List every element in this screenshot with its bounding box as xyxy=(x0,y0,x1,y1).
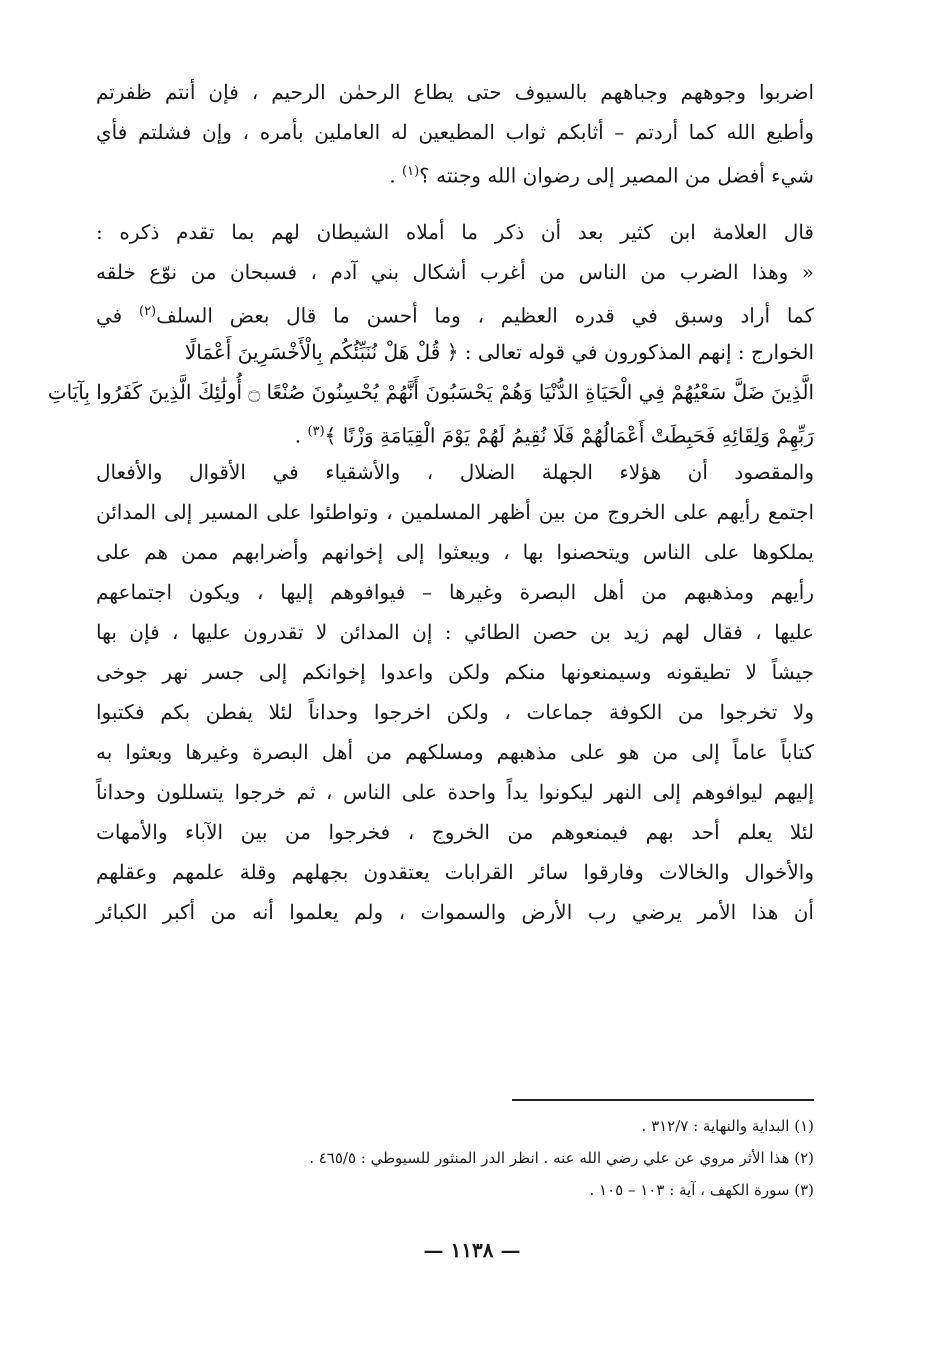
text-line-1: اضربوا وجوههم وجباههم بالسيوف حتى يطاع الرحمٰن الرحيم ، فإن أنتم ظفرتم xyxy=(96,80,814,104)
text-line-2: وأطيع الله كما أردتم – أثابكم ثواب المطيعين له العاملين بأمره ، وإن فشلتم فأي xyxy=(96,120,814,144)
quran-verse-line-2: الَّذِينَ ضَلَّ سَعْيُهُمْ فِي الْحَيَاةِ الدُّنْيَا وَهُمْ يَحْسَبُونَ أَنَّهُمْ يُحْسِنُونَ صُنْعًا ۝ أُولَٰئِكَ الَّذِينَ كَفَرُوا بِآيَاتِ xyxy=(47,380,814,404)
text-line-12: عليها ، فقال لهم زيد بن حصن الطائي : إن المدائن لا تقدرون عليها ، فإن بها xyxy=(96,620,814,644)
text-line-8: والمقصود أن هؤلاء الجهلة الضلال ، والأشقياء في الأقوال والأفعال xyxy=(96,460,814,484)
quran-verse-line-3-wrap xyxy=(96,412,814,452)
footnote-3 xyxy=(96,1174,814,1206)
text-line-10: يملكوها على الناس ويتحصنوا بها ، ويبعثوا إلى إخوانهم وأضرابهم ممن هم على xyxy=(96,540,814,564)
quran-close-bracket: ﴾ xyxy=(324,423,337,448)
quran-open-bracket: ﴿ xyxy=(446,340,459,364)
footnotes xyxy=(96,1110,814,1206)
footnote-1-number: (١) xyxy=(794,1117,814,1135)
text-line-11: رأيهم ومذهبهم من أهل البصرة وغيرها – فيوافوهم إليها ، ويكون اجتماعهم xyxy=(96,580,814,604)
text-line-5: « وهذا الضرب من الناس من أغرب أشكال بني آدم ، فسبحان من نوّع خلقه xyxy=(96,260,814,284)
footnote-1-text: البداية والنهاية : ٣١٢/٧ . xyxy=(641,1117,790,1135)
text-line-7 xyxy=(96,332,814,372)
footnote-ref-3: (٣) xyxy=(307,424,325,439)
text-line-6-content: كما أراد وسبق في قدره العظيم ، وما أحسن ما قال بعض السلف xyxy=(156,303,814,328)
main-text xyxy=(47,72,814,932)
footnote-2-text: هذا الأثر مروي عن علي رضي الله عنه . انظر الدر المنثور للسيوطي : ٤٦٥/٥ . xyxy=(309,1149,790,1167)
footnote-separator xyxy=(512,1099,814,1101)
quran-verse-line-3: رَبِّهِمْ وَلِقَائِهِ فَحَبِطَتْ أَعْمَالُهُمْ فَلَا نُقِيمُ لَهُمْ يَوْمَ الْقِيَامَةِ وَزْنًا xyxy=(342,423,814,448)
text-line-14: ولا تخرجوا من الكوفة جماعات ، ولكن اخرجوا وحداناً لئلا يفطن بكم فكتبوا xyxy=(96,700,814,724)
text-line-18: والأخوال والخالات وفارقوا سائر القرابات يعتقدون بجهلهم وقلة علمهم وعقلهم xyxy=(96,860,814,884)
footnote-3-text: سورة الكهف ، آية : ١٠٣ – ١٠٥ . xyxy=(589,1181,790,1199)
text-line-7-content: الخوارج : إنهم المذكورون في قوله تعالى : xyxy=(464,340,814,364)
end-punct: . xyxy=(389,163,396,188)
text-line-6-suffix: في xyxy=(96,303,123,328)
footnote-ref-1: (١) xyxy=(402,164,420,179)
text-line-15: كتاباً عاماً إلى من هو على مذهبهم ومسلكهم من أهل البصرة وغيرها وبعثوا به xyxy=(96,740,814,764)
text-line-3 xyxy=(96,152,814,192)
end-punct-2: . xyxy=(294,423,302,448)
text-line-19: أن هذا الأمر يرضي رب الأرض والسموات ، ولم يعلموا أنه من أكبر الكبائر xyxy=(96,900,814,924)
footnote-2-number: (٢) xyxy=(794,1149,814,1167)
footnote-1 xyxy=(96,1110,814,1142)
footnote-3-number: (٣) xyxy=(794,1181,814,1199)
text-line-4: قال العلامة ابن كثير بعد أن ذكر ما أملاه الشيطان لهم بما تقدم ذكره : xyxy=(96,220,814,244)
text-line-3-content: شيء أفضل من المصير إلى رضوان الله وجنته ؟ xyxy=(419,163,814,188)
text-line-6 xyxy=(96,292,814,332)
footnote-2 xyxy=(96,1142,814,1174)
footnote-ref-2: (٢) xyxy=(138,304,157,319)
text-line-13: جيشاً لا تطيقونه وسيمنعونها منكم ولكن واعدوا إخوانكم إلى جسر نهر جوخى xyxy=(96,660,814,684)
text-line-9: اجتمع رأيهم على الخروج من بين أظهر المسلمين ، وتواطئوا على المسير إلى المدائن xyxy=(96,500,814,524)
text-line-16: إليهم ليوافوهم إلى النهر ليكونوا يداً واحدة على الناس ، ثم خرجوا يتسللون وحداناً xyxy=(96,780,814,804)
text-line-17: لئلا يعلم أحد بهم فيمنعوهم من الخروج ، فخرجوا من بين الآباء والأمهات xyxy=(96,820,814,844)
paragraph-gap xyxy=(96,192,814,212)
page-number: — ١١٣٨ — xyxy=(423,1238,521,1262)
quran-verse-line-1: قُلْ هَلْ نُنَبِّئُكُم بِالْأَخْسَرِينَ أَعْمَالًا xyxy=(184,340,441,364)
